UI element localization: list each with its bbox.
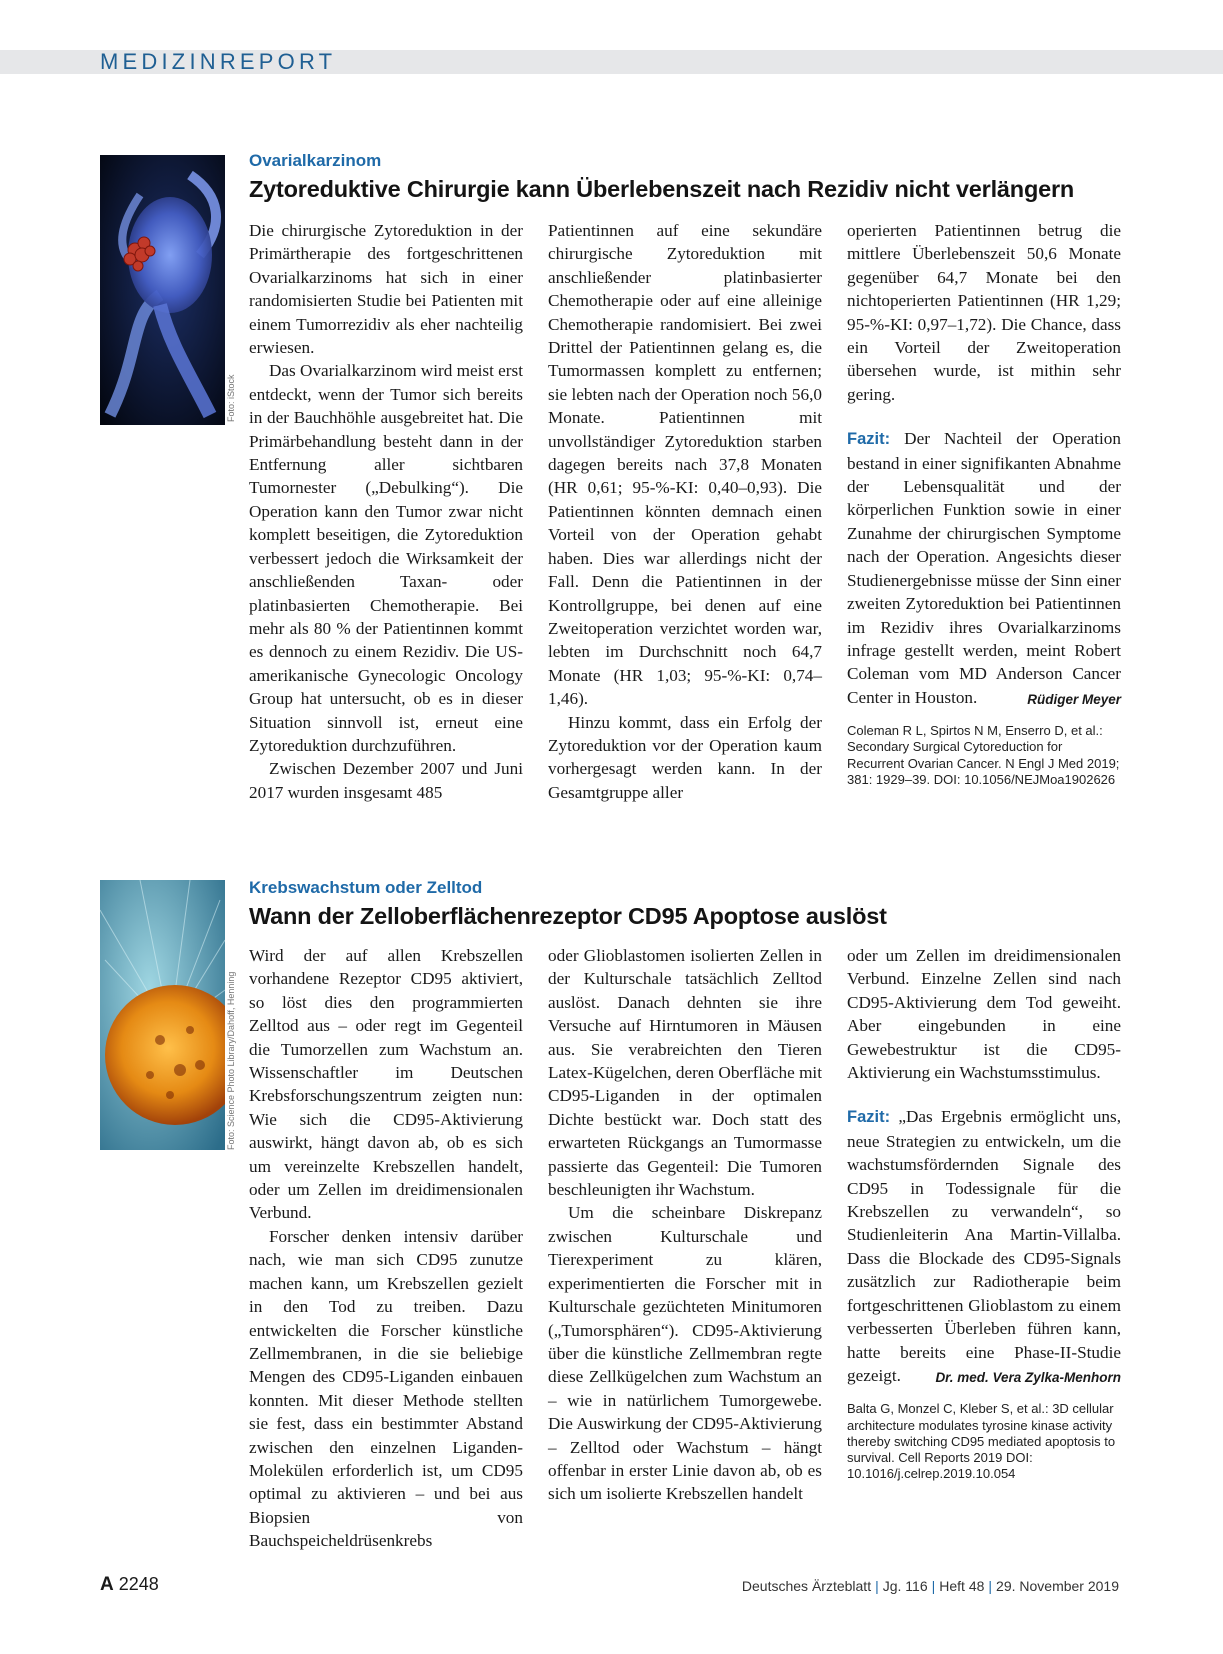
paragraph: Die chirurgische Zytoreduktion in der Primärtherapie des fortgeschrittenen Ovarialkarzinoms hat sich in einer randomisierten Studie bei Patienten mit einem Tumorrezidiv als eher nachteilig erwiesen.	[249, 221, 523, 358]
fazit-text: „Das Ergebnis ermöglicht uns, neue Strategien zu entwickeln, um die wachstumsfördernden Signale des CD95 in Todessignale für die Krebszellen zu verwandeln“, so Studienleiterin Ana Martin-Villalba. Dass die Blockade des CD95-Signals zusätzlich zur Radiotherapie beim fortgeschrittenen Glioblastom zu einem verbesserten Überleben führen kann, hatte bereits eine Phase-II-Studie gezeigt.	[847, 1107, 1121, 1385]
fazit-text: Der Nachteil der Operation bestand in einer signifikanten Abnahme der Lebensqualität und der körperlichen Funktion sowie in einer Zunahme der chirurgischen Symptome nach der Operation. Angesichts dieser Studienergebnisse müsse der Sinn einer zweiten Zytoreduktion bei Patientinnen im Rezidiv ihres Ovarialkarzinoms infrage gestellt werden, meint Robert Coleman vom MD Anderson Cancer Center in Houston.	[847, 429, 1121, 707]
article-headline: Zytoreduktive Chirurgie kann Überlebenszeit nach Rezidiv nicht verlängern	[249, 176, 1075, 202]
fazit-label: Fazit:	[847, 430, 891, 449]
author: Rüdiger Meyer	[1027, 691, 1121, 707]
fazit-label: Fazit:	[847, 1108, 891, 1127]
paragraph: Wird der auf allen Krebszellen vorhandene Rezeptor CD95 aktiviert, so löst dies den programmierten Zelltod aus – oder regt im Gegenteil die Tumorzellen zum Wachstum an. Wissenschaftler im Deutschen Krebsforschungszentrum zeigten nun: Wie sich die CD95-Aktivierung auswirkt, hängt davon ab, ob es sich um vereinzelte Krebszellen handelt, oder um Zellen im dreidimensionalen Verbund.	[249, 946, 523, 1223]
article-kicker: Krebswachstum oder Zelltod	[249, 878, 483, 897]
paragraph: Forscher denken intensiv darüber nach, wie man sich CD95 zunutze machen kann, um Krebszellen gezielt in den Tod zu treiben. Dazu entwickelten die Forscher künstliche Zellmembranen, in die sie beliebige Mengen des CD95-Liganden einbauen konnten. Mit dieser Methode stellten sie fest, dass ein bestimmter Abstand zwischen den einzelnen Liganden-Molekülen erforderlich ist, um CD95 optimal zu aktivieren – und bei aus Biopsien von Bauchspeicheldrüsenkrebs	[249, 1226, 523, 1551]
article-headline: Wann der Zelloberflächenrezeptor CD95 Apoptose auslöst	[249, 903, 887, 929]
section-label: MEDIZINREPORT	[100, 49, 337, 74]
cancer-cell-image	[100, 880, 225, 1150]
ovary-illustration	[100, 155, 225, 425]
article-column-3	[847, 219, 1121, 788]
article-column-1	[249, 219, 523, 804]
reference: Coleman R L, Spirtos N M, Enserro D, et al.: Secondary Surgical Cytoreduction for Recurrent Ovarian Cancer. N Engl J Med 2019; 381: 1929–39. DOI: 10.1056/NEJMoa1902626	[847, 723, 1120, 787]
article-column-2	[548, 944, 822, 1506]
page-number-value: 2248	[118, 1574, 159, 1594]
article-column-2	[548, 219, 822, 804]
ovary-image	[100, 155, 225, 425]
paragraph: oder Glioblastomen isolierten Zellen in der Kulturschale tatsächlich Zelltod auslöst. Danach dehnten sie ihre Versuche auf Hirntumoren in Mäusen aus. Sie verabreichten den Tieren Latex-Kügelchen, deren Oberfläche mit CD95-Liganden in der optimalen Dichte bestückt war. Doch statt des erwarteten Rückgangs an Tumormasse passierte das Gegenteil: Die Tumoren beschleunigten ihr Wachstum.	[548, 946, 822, 1200]
issue: Heft 48	[939, 1578, 985, 1594]
page-number	[100, 1574, 159, 1596]
reference: Balta G, Monzel C, Kleber S, et al.: 3D cellular architecture modulates tyrosine kinase activity thereby switching CD95 mediated apoptosis to survival. Cell Reports 2019 DOI: 10.1016/j.celrep.2019.10.054	[847, 1401, 1116, 1482]
paragraph: Zwischen Dezember 2007 und Juni 2017 wurden insgesamt 485	[249, 759, 523, 802]
cell-illustration	[100, 880, 225, 1150]
page-prefix: A	[100, 1574, 114, 1595]
article-kicker: Ovarialkarzinom	[249, 151, 382, 170]
fazit-paragraph	[847, 1105, 1121, 1387]
image-credit: Foto: iStock	[226, 374, 236, 422]
paragraph: Patientinnen auf eine sekundäre chirurgische Zytoreduktion mit anschließender platinbasierter Chemotherapie oder auf eine alleinige Chemotherapie randomisiert. Bei zwei Drittel der Patientinnen gelang es, die Tumormassen komplett zu entfernen; sie lebten nach der Operation noch 56,0 Monate. Patientinnen mit unvollständiger Zytoreduktion starben dagegen bereits nach 37,8 Monaten (HR 0,61; 95-%-KI: 0,40–0,93). Die Patientinnen könnten demnach einen Vorteil von der Operation gehabt haben. Dies war allerdings nicht der Fall. Denn die Patientinnen in der Kontrollgruppe, bei denen auf eine Zweitoperation verzichtet worden war, lebten im Durchschnitt noch 64,7 Monate (HR 1,03; 95-%-KI: 0,74–1,46).	[548, 221, 822, 709]
author: Dr. med. Vera Zylka-Menhorn	[935, 1369, 1121, 1385]
paragraph: operierten Patientinnen betrug die mittlere Überlebenszeit 50,6 Monate gegenüber 64,7 Monate bei den nichtoperierten Patientinnen (HR 1,29; 95-%-KI: 0,97–1,72). Die Chance, dass ein Vorteil der Zweitoperation übersehen wurde, ist mithin sehr gering.	[847, 221, 1121, 404]
paragraph: Um die scheinbare Diskrepanz zwischen Kulturschale und Tierexperiment zu klären, experimentierten die Forscher mit in Kulturschale gezüchteten Minitumoren („Tumorsphären“). CD95-Aktivierung über die künstliche Zellmembran regte diese Zellkügelchen zum Wachstum an – wie in natürlichem Tumorgewebe. Die Auswirkung der CD95-Aktivierung – Zelltod oder Wachstum – hängt offenbar in erster Linie davon ab, ob es sich um isolierte Krebszellen handelt	[548, 1203, 822, 1504]
paragraph: Das Ovarialkarzinom wird meist erst entdeckt, wenn der Tumor sich bereits in der Bauchhöhle ausgebreitet hat. Die Primärbehandlung besteht dann in der Entfernung aller sichtbaren Tumornester („Debulking“). Die Operation kann den Tumor zwar nicht komplett beseitigen, die Zytoreduktion verbessert jedoch die Wirksamkeit der anschließenden Taxan- oder platinbasierten Chemotherapie. Bei mehr als 80 % der Patientinnen kommt es dennoch zu einem Rezidiv. Die US-amerikanische Gynecologic Oncology Group hat untersucht, ob es in dieser Situation sinnvoll ist, erneut eine Zytoreduktion durchzuführen.	[249, 361, 523, 755]
volume: Jg. 116	[882, 1578, 928, 1594]
journal-name: Deutsches Ärzteblatt	[741, 1578, 872, 1594]
issue-date: 29. November 2019	[996, 1578, 1119, 1594]
fazit-paragraph	[847, 427, 1121, 709]
paragraph: Hinzu kommt, dass ein Erfolg der Zytoreduktion vor der Operation kaum vorhergesagt werden kann. In der Gesamtgruppe aller	[548, 712, 822, 802]
article-column-3	[847, 944, 1121, 1482]
image-credit: Foto: Science Photo Library/Dahoff, Henning	[226, 971, 236, 1150]
paragraph: oder um Zellen im dreidimensionalen Verbund. Einzelne Zellen sind nach CD95-Aktivierung dem Tod geweiht. Aber eingebunden in eine Gewebestruktur ist die CD95-Aktivierung ein Wachstumsstimulus.	[847, 946, 1121, 1083]
article-column-1	[249, 944, 523, 1553]
publication-info: Deutsches Ärzteblatt | Jg. 116 | Heft 48 | 29. November 2019	[741, 1578, 1119, 1594]
